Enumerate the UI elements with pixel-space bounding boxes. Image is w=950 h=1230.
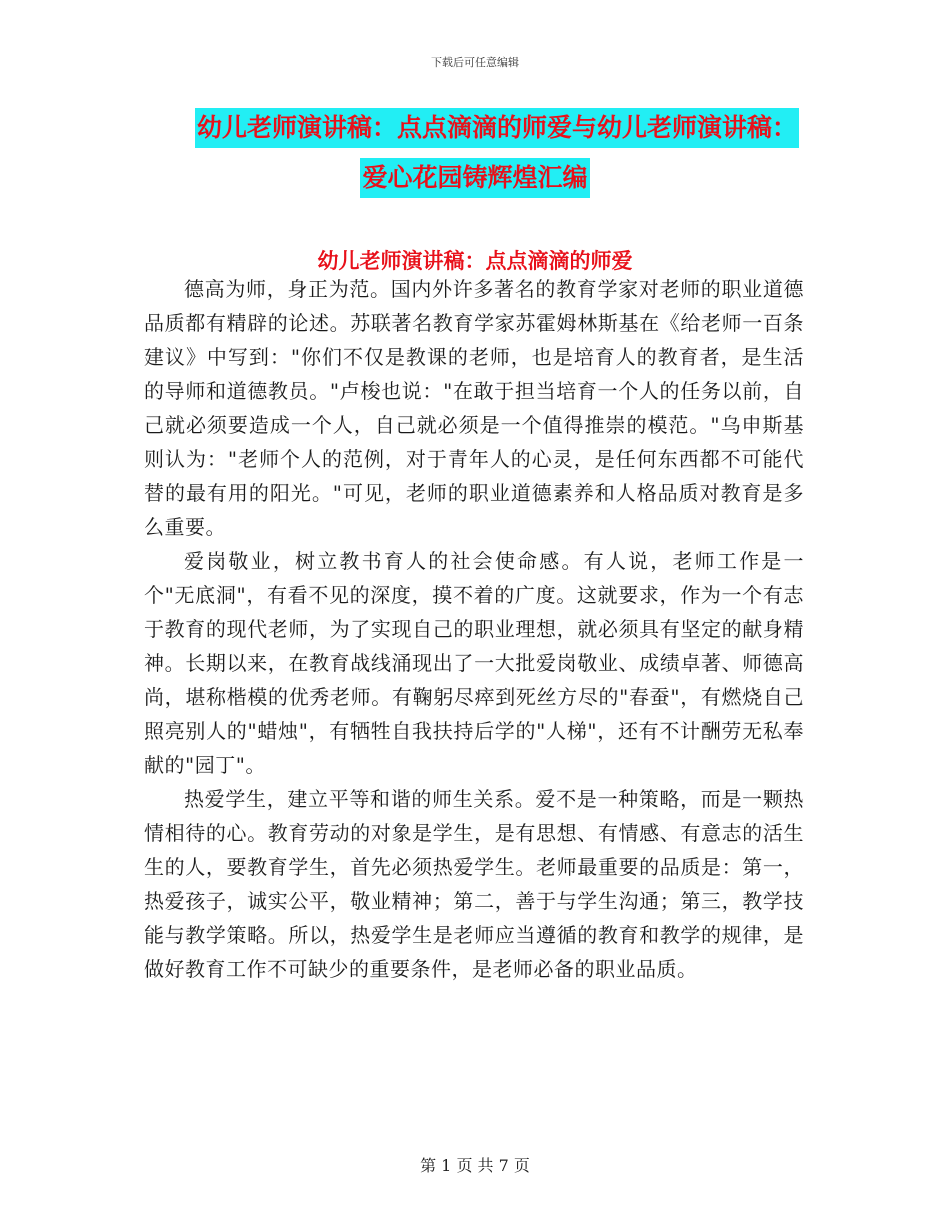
document-title xyxy=(0,108,950,198)
body-text xyxy=(144,272,804,986)
title-line-1: 幼儿老师演讲稿：点点滴滴的师爱与幼儿老师演讲稿： xyxy=(195,108,799,148)
paragraph: 德高为师，身正为范。国内外许多著名的教育学家对老师的职业道德品质都有精辟的论述。苏联著名教育学家苏霍姆林斯基在《给老师一百条建议》中写到："你们不仅是教课的老师，也是培育人的教育者，是生活的导师和道德教员。"卢梭也说："在敢于担当培育一个人的任务以前，自己就必须要造成一个人，自己就必须是一个值得推崇的模范。"乌申斯基则认为："老师个人的范例，对于青年人的心灵，是任何东西都不可能代替的最有用的阳光。"可见，老师的职业道德素养和人格品质对教育是多么重要。 xyxy=(144,277,804,539)
section-title: 幼儿老师演讲稿：点点滴滴的师爱 xyxy=(317,249,633,273)
page-number: 第 1 页 共 7 页 xyxy=(420,1156,530,1175)
paragraph: 爱岗敬业，树立教书育人的社会使命感。有人说，老师工作是一个"无底洞"，有看不见的深度，摸不着的广度。这就要求，作为一个有志于教育的现代老师，为了实现自己的职业理想，就必须具有坚定的献身精神。长期以来，在教育战线涌现出了一大批爱岗敬业、成绩卓著、师德高尚，堪称楷模的优秀老师。有鞠躬尽瘁到死丝方尽的"春蚕"，有燃烧自己照亮别人的"蜡烛"，有牺牲自我扶持后学的"人梯"，还有不计酬劳无私奉献的"园丁"。 xyxy=(144,549,804,777)
paragraph: 热爱学生，建立平等和谐的师生关系。爱不是一种策略，而是一颗热情相待的心。教育劳动的对象是学生，是有思想、有情感、有意志的活生生的人，要教育学生，首先必须热爱学生。老师最重要的品质是：第一，热爱孩子，诚实公平，敬业精神；第二，善于与学生沟通；第三，教学技能与教学策略。所以，热爱学生是老师应当遵循的教育和教学的规律，是做好教育工作不可缺少的重要条件，是老师必备的职业品质。 xyxy=(144,787,804,981)
header-note: 下载后可任意编辑 xyxy=(431,56,519,69)
title-line-2: 爱心花园铸辉煌汇编 xyxy=(360,158,589,198)
